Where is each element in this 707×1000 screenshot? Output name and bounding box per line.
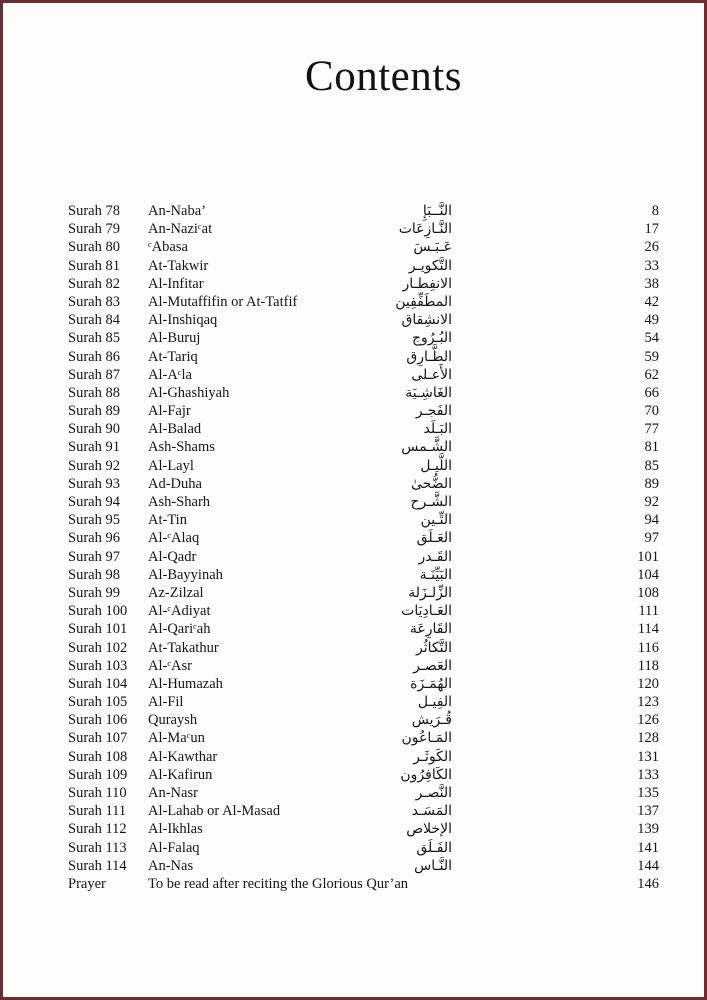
- page-number: 108: [637, 584, 659, 601]
- page-title: Contents: [305, 53, 462, 100]
- page-number: 141: [637, 839, 659, 856]
- surah-label: Surah 111: [68, 803, 127, 820]
- surah-label: Surah 103: [68, 657, 128, 674]
- page-number: 17: [644, 221, 659, 238]
- surah-name: At-Takathur: [148, 639, 219, 656]
- page-number: 89: [644, 475, 659, 492]
- surah-arabic-name: الضُّحىٰ: [410, 475, 452, 492]
- page-number: 62: [644, 366, 659, 383]
- surah-label: Surah 81: [68, 257, 120, 274]
- table-row: [68, 675, 659, 693]
- table-row: [68, 475, 659, 493]
- table-row: [68, 438, 659, 456]
- surah-arabic-name: النَّـازِعَات: [398, 221, 452, 238]
- table-row: [68, 348, 659, 366]
- page-number: 26: [644, 239, 659, 256]
- surah-label: Surah 88: [68, 384, 120, 401]
- surah-arabic-name: التَّكويـر: [408, 257, 452, 274]
- surah-name: At-Tariq: [148, 348, 198, 365]
- table-row: [68, 457, 659, 475]
- surah-arabic-name: الشَّـمس: [401, 439, 452, 456]
- table-row: [68, 384, 659, 402]
- surah-label: Surah 113: [68, 839, 127, 856]
- table-row: [68, 293, 659, 311]
- surah-arabic-name: النَّــبَإِ: [422, 203, 452, 219]
- table-row: [68, 584, 659, 602]
- surah-name: Al-Ghashiyah: [148, 384, 230, 401]
- surah-label: Surah 99: [68, 584, 120, 601]
- table-row: [68, 402, 659, 420]
- surah-name: Al-Ikhlas: [148, 821, 203, 838]
- surah-arabic-name: الغَاشِـيَة: [405, 384, 452, 401]
- surah-label: Surah 101: [68, 621, 128, 638]
- surah-label: Surah 80: [68, 239, 120, 256]
- table-row: [68, 202, 659, 220]
- surah-name: Al-Buruj: [148, 330, 201, 347]
- surah-name: An-Nasr: [148, 785, 198, 801]
- page-number: 70: [644, 403, 659, 420]
- surah-arabic-name: الهُمَـزَة: [410, 675, 452, 692]
- surah-label: Surah 86: [68, 348, 120, 365]
- surah-arabic-name: القَـدر: [418, 548, 452, 565]
- table-row: [68, 802, 659, 820]
- surah-arabic-name: البَيِّنَـة: [419, 566, 452, 583]
- table-row: [68, 748, 659, 766]
- surah-name: Al-Fajr: [148, 403, 191, 420]
- surah-arabic-name: التَّكاثُر: [416, 639, 452, 656]
- surah-arabic-name: عَـبَـسَ: [413, 239, 452, 256]
- surah-arabic-name: البَـلَد: [423, 421, 452, 438]
- page-number: 128: [637, 730, 659, 747]
- page-number: 133: [637, 766, 659, 783]
- surah-name: Al-Layl: [148, 457, 194, 474]
- table-row: [68, 275, 659, 293]
- surah-label: Surah 78: [68, 203, 120, 219]
- surah-name: Al-Balad: [148, 421, 202, 438]
- surah-arabic-name: القَارِعَة: [409, 621, 452, 638]
- surah-label: Surah 89: [68, 403, 120, 420]
- surah-name: Al-Mutaffifin or At-Tatfif: [148, 293, 298, 310]
- surah-label: Surah 102: [68, 639, 128, 656]
- page-number: 123: [637, 694, 659, 711]
- table-row: [68, 220, 659, 238]
- table-row: [68, 257, 659, 275]
- page-number: 59: [644, 348, 659, 365]
- surah-arabic-name: الانفِطـار: [402, 275, 452, 292]
- page-number: 101: [637, 548, 659, 565]
- surah-label: Surah 114: [68, 857, 127, 874]
- table-row: [68, 693, 659, 711]
- surah-label: Surah 104: [68, 675, 128, 692]
- page-number: 144: [637, 857, 659, 874]
- surah-arabic-name: الكَوثَـر: [413, 748, 452, 765]
- surah-label: Surah 106: [68, 712, 128, 729]
- surah-label: Surah 96: [68, 530, 120, 547]
- surah-label: Prayer: [68, 875, 106, 892]
- page-number: 131: [637, 748, 659, 765]
- table-row: [68, 839, 659, 857]
- page-number: 85: [644, 457, 659, 474]
- page-number: 33: [644, 257, 659, 274]
- surah-arabic-name: قُـرَيش: [411, 712, 452, 729]
- table-row: [68, 711, 659, 729]
- surah-label: Surah 84: [68, 312, 120, 329]
- page-number: 120: [637, 675, 659, 692]
- surah-arabic-name: البُـرُوج: [411, 330, 452, 347]
- surah-name: Al-Qariᶜah: [148, 621, 211, 638]
- table-row: [68, 602, 659, 620]
- surah-arabic-name: الطَّـارِق: [406, 348, 452, 365]
- surah-label: Surah 90: [68, 421, 120, 438]
- surah-label: Surah 85: [68, 330, 120, 347]
- surah-arabic-name: الكَافِرُون: [400, 766, 452, 783]
- table-row: [68, 311, 659, 329]
- surah-label: Surah 91: [68, 439, 120, 456]
- page-number: 135: [637, 785, 659, 801]
- surah-label: Surah 107: [68, 730, 128, 747]
- surah-arabic-name: المَـاعُون: [401, 730, 452, 747]
- table-row: [68, 875, 659, 893]
- page-number: 49: [644, 312, 659, 329]
- surah-name: Al-ᶜAsr: [148, 657, 192, 674]
- surah-name: Al-Inshiqaq: [148, 312, 218, 329]
- table-row: [68, 329, 659, 347]
- table-row: [68, 366, 659, 384]
- table-row: [68, 493, 659, 511]
- table-row: [68, 529, 659, 547]
- table-row: [68, 784, 659, 802]
- surah-label: Surah 100: [68, 603, 128, 620]
- surah-name: Al-Lahab or Al-Masad: [148, 803, 281, 820]
- surah-name: Al-Falaq: [148, 839, 200, 856]
- surah-arabic-name: الأَعـلى: [411, 366, 452, 383]
- surah-name: Al-Kawthar: [148, 748, 218, 765]
- page-number: 81: [644, 439, 659, 456]
- surah-label: Surah 105: [68, 694, 128, 711]
- surah-name: Ash-Sharh: [148, 494, 211, 510]
- page-number: 139: [637, 821, 659, 838]
- surah-arabic-name: الفِيـل: [417, 694, 452, 711]
- surah-name: Ad-Duha: [148, 475, 202, 492]
- table-row: [68, 857, 659, 875]
- surah-name: Al-Bayyinah: [148, 566, 223, 583]
- surah-arabic-name: المَسَـد: [411, 803, 452, 820]
- surah-name: Al-Infitar: [148, 275, 204, 292]
- surah-name: ᶜAbasa: [148, 239, 188, 256]
- surah-arabic-name: الشَّـرح: [410, 494, 452, 510]
- surah-name: Al-Kafirun: [148, 766, 213, 783]
- table-row: [68, 548, 659, 566]
- surah-arabic-name: النَّـاس: [414, 857, 452, 874]
- surah-name: Al-ᶜAlaq: [148, 530, 200, 547]
- surah-name: At-Tin: [148, 512, 187, 529]
- surah-arabic-name: الزِّلـزَلة: [408, 584, 452, 601]
- table-row: [68, 511, 659, 529]
- surah-name: Ash-Shams: [148, 439, 215, 456]
- contents-table: [68, 202, 659, 893]
- page-number: 111: [638, 603, 659, 620]
- surah-label: Surah 82: [68, 275, 120, 292]
- table-row: [68, 729, 659, 747]
- page-number: 38: [644, 275, 659, 292]
- surah-label: Surah 93: [68, 475, 120, 492]
- surah-label: Surah 97: [68, 548, 120, 565]
- surah-arabic-name: الفَجـر: [415, 403, 452, 420]
- surah-label: Surah 94: [68, 494, 120, 510]
- surah-label: Surah 95: [68, 512, 120, 529]
- page-number: 114: [637, 621, 659, 638]
- page-number: 54: [644, 330, 659, 347]
- page-number: 137: [637, 803, 659, 820]
- surah-label: Surah 98: [68, 566, 120, 583]
- surah-name: Al-ᶜAdiyat: [148, 603, 211, 620]
- surah-name: Al-Maᶜun: [148, 730, 205, 747]
- surah-name: An-Naziᶜat: [148, 221, 213, 238]
- surah-arabic-name: العَـلَق: [416, 530, 452, 547]
- page-number: 118: [637, 657, 659, 674]
- surah-label: Surah 92: [68, 457, 120, 474]
- table-row: [68, 420, 659, 438]
- surah-name: Al-Qadr: [148, 548, 197, 565]
- table-row: [68, 238, 659, 256]
- surah-name: An-Nas: [148, 857, 194, 874]
- surah-arabic-name: التِّـين: [420, 512, 452, 529]
- table-row: [68, 620, 659, 638]
- table-row: [68, 639, 659, 657]
- surah-label: Surah 109: [68, 766, 128, 783]
- surah-name: Quraysh: [148, 712, 198, 729]
- page-number: 92: [644, 494, 659, 510]
- surah-name: Az-Zilzal: [148, 584, 204, 601]
- table-row: [68, 766, 659, 784]
- page-number: 146: [637, 875, 659, 892]
- surah-arabic-name: اللَّيـل: [420, 457, 452, 474]
- page-number: 94: [644, 512, 659, 529]
- page-number: 116: [637, 639, 659, 656]
- surah-arabic-name: العَـادِيَات: [401, 603, 452, 620]
- table-row: [68, 820, 659, 838]
- surah-arabic-name: الانشِقاق: [401, 312, 452, 329]
- surah-arabic-name: الفَـلَق: [416, 839, 452, 856]
- page-number: 126: [637, 712, 659, 729]
- page-number: 8: [651, 203, 659, 219]
- surah-label: Surah 110: [68, 785, 127, 801]
- surah-label: Surah 87: [68, 366, 120, 383]
- surah-name: To be read after reciting the Glorious Qur’an: [148, 875, 409, 892]
- surah-arabic-name: العَصـر: [413, 657, 452, 674]
- surah-name: At-Takwir: [148, 257, 209, 274]
- surah-name: An-Naba’: [148, 203, 206, 219]
- surah-arabic-name: المطَفِّفِين: [395, 293, 452, 310]
- surah-arabic-name: الإخلاص: [406, 821, 452, 838]
- table-row: [68, 566, 659, 584]
- surah-name: Al-Fil: [148, 694, 184, 711]
- page-number: 42: [644, 293, 659, 310]
- table-row: [68, 657, 659, 675]
- surah-label: Surah 83: [68, 293, 120, 310]
- page-number: 66: [644, 384, 659, 401]
- surah-name: Al-Aᶜla: [148, 366, 192, 383]
- surah-arabic-name: النَّصـر: [415, 785, 452, 801]
- page-number: 77: [644, 421, 659, 438]
- page-number: 104: [637, 566, 659, 583]
- page-number: 97: [644, 530, 659, 547]
- surah-label: Surah 108: [68, 748, 128, 765]
- surah-name: Al-Humazah: [148, 675, 223, 692]
- surah-label: Surah 79: [68, 221, 120, 238]
- surah-label: Surah 112: [68, 821, 127, 838]
